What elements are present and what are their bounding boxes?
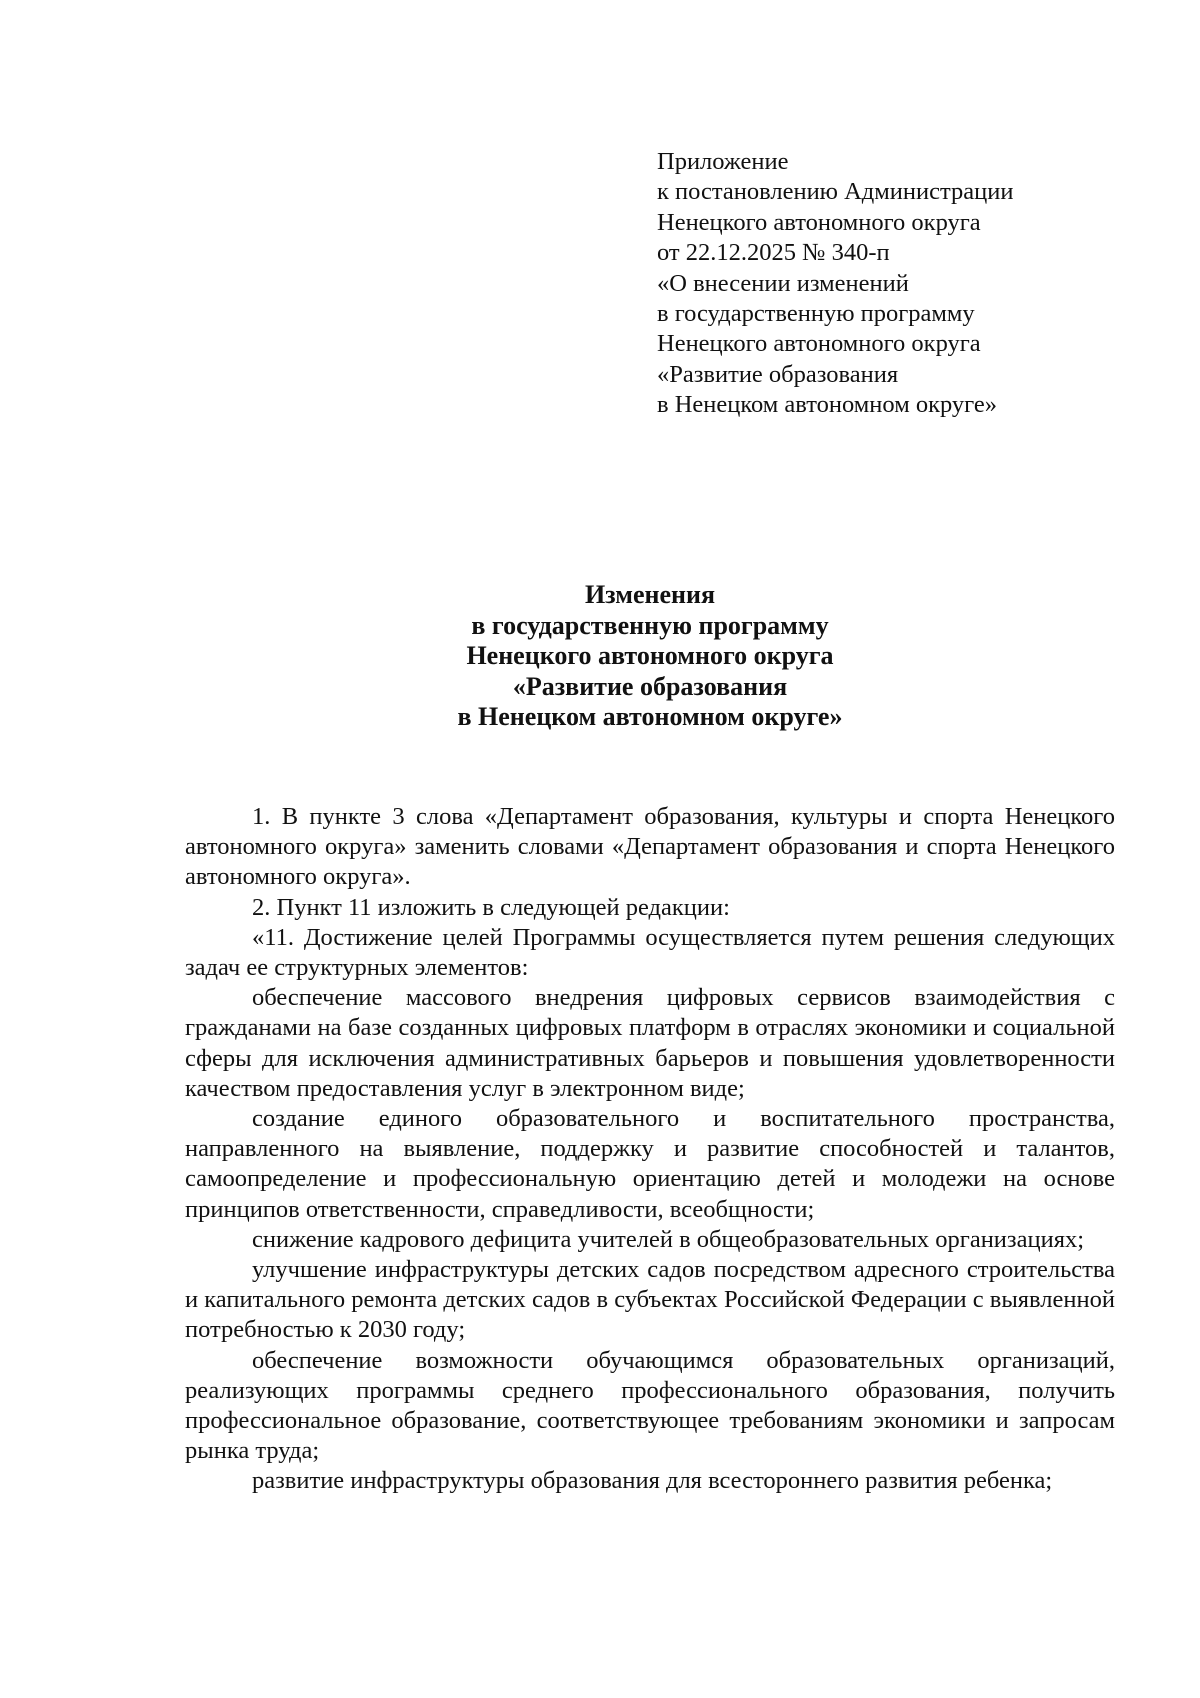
appendix-line: Приложение (657, 148, 789, 175)
appendix-line: к постановлению Администрации (657, 178, 1014, 206)
document-title (180, 580, 1120, 733)
title-line: в государственную программу (471, 610, 829, 640)
paragraph: «11. Достижение целей Программы осуществляется путем решения следующих задач ее структурных элементов: (185, 923, 1115, 982)
paragraph: улучшение инфраструктуры детских садов посредством адресного строительства и капитального ремонта детских садов в субъектах Российской Федерации с выявленной потребностью к 2030 году; (185, 1256, 1115, 1344)
appendix-line: «Развитие образования (657, 360, 899, 388)
title-line: Ненецкого автономного округа (466, 641, 834, 671)
paragraph: создание единого образовательного и воспитательного пространства, направленного на выявление, поддержку и развитие способностей и талантов, самоопределение и профессиональную ориентацию детей и молодежи на основе принципов ответственности, справедливости, всеобщности; (185, 1105, 1115, 1223)
paragraph: снижение кадрового дефицита учителей в общеобразовательных организациях; (252, 1225, 1085, 1253)
paragraph: обеспечение возможности обучающимся образовательных организаций, реализующих программы среднего профессионального образования, получить профессиональное образование, соответствующее требованиям экономики и запросам рынка труда; (185, 1346, 1115, 1465)
paragraph: развитие инфраструктуры образования для всестороннего развития ребенка; (252, 1467, 1053, 1495)
paragraph: 2. Пункт 11 изложить в следующей редакции: (252, 893, 730, 921)
paragraph: обеспечение массового внедрения цифровых сервисов взаимодействия с гражданами на базе созданных цифровых платформ в отраслях экономики и социальной сферы для исключения административных барьеров и повышения удовлетворенности качеством предоставления услуг в электронном виде; (185, 984, 1115, 1102)
appendix-header (657, 147, 1177, 421)
appendix-line: «О внесении изменений (657, 269, 909, 297)
document-body (185, 802, 1115, 1497)
title-line: Изменения (584, 580, 716, 609)
appendix-line: Ненецкого автономного округа (657, 330, 981, 358)
paragraph: 1. В пункте 3 слова «Департамент образования, культуры и спорта Ненецкого автономного округа» заменить словами «Департамент образования и спорта Ненецкого автономного округа». (185, 803, 1115, 891)
title-line: в Ненецком автономном округе» (457, 702, 843, 732)
appendix-line: в Ненецком автономном округе» (657, 391, 997, 419)
appendix-line: Ненецкого автономного округа (657, 208, 981, 236)
appendix-line: в государственную программу (657, 300, 975, 328)
appendix-line: от 22.12.2025 № 340-п (657, 239, 890, 267)
title-line: «Развитие образования (512, 671, 788, 701)
